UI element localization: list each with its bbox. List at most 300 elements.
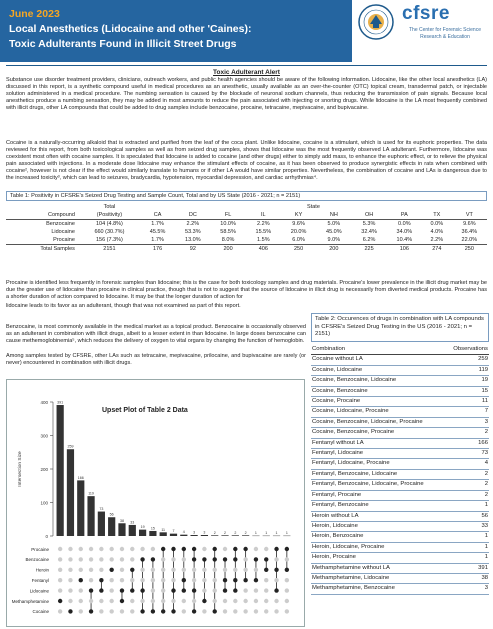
- matrix-dot: [161, 568, 165, 572]
- table2-caption: Table 2: Occurences of drugs in combination with LA compounds in CFSRE's Seized Drug Testing in the US (2016 - 2021; n = 2151): [311, 313, 489, 342]
- matrix-dot: [192, 599, 196, 603]
- table2-observations: 2: [446, 490, 489, 500]
- table1: [6, 203, 487, 253]
- matrix-dot: [285, 547, 289, 551]
- matrix-dot: [182, 547, 186, 551]
- matrix-dot: [58, 609, 62, 613]
- table1-cell: 58.5%: [220, 229, 236, 235]
- bar: [191, 535, 198, 536]
- matrix-dot: [254, 578, 258, 582]
- table2-combination: Cocaine, Benzocaine, Lidocaine, Procaine: [311, 417, 446, 427]
- matrix-dot: [120, 557, 124, 561]
- matrix-dot: [243, 588, 247, 592]
- table1-group-total: Total: [103, 204, 116, 210]
- table1-cell-total: 104 (4.8%): [95, 221, 123, 227]
- matrix-dot: [223, 568, 227, 572]
- matrix-dot: [140, 557, 144, 561]
- table1-cell: 0.0%: [398, 221, 411, 227]
- table1-cell: 4.0%: [430, 229, 444, 235]
- table2-row: [311, 563, 489, 573]
- table1-col-positivity: (Positivity): [79, 211, 140, 220]
- bar-value-label: 3: [193, 530, 196, 535]
- table1-cell: 9.6%: [292, 221, 305, 227]
- matrix-dot: [223, 547, 227, 551]
- bar-value-label: 3: [203, 530, 206, 535]
- table2-row: [311, 511, 489, 521]
- table2-observations: 2: [446, 428, 489, 438]
- matrix-dot: [140, 609, 144, 613]
- matrix-dot: [223, 578, 227, 582]
- table1-cell: 2.2%: [257, 221, 270, 227]
- matrix-dot: [264, 588, 268, 592]
- table2-combination: Cocaine, Benzocaine, Lidocaine: [311, 376, 446, 386]
- bar: [57, 405, 64, 536]
- table1-col-state: CA: [140, 211, 175, 220]
- table1-cell: 1.5%: [257, 237, 270, 243]
- matrix-dot: [254, 557, 258, 561]
- matrix-dot: [120, 588, 124, 592]
- matrix-dot: [264, 609, 268, 613]
- table2-row: [311, 469, 489, 479]
- table1-col-state: VT: [452, 211, 487, 220]
- benzocaine-paragraph: Benzocaine, is most commonly available in the medical market as a topical product. Benzocaine is occasionally observed as an adulterant in combination with illicit drugs, albeit to a lesser extent in than lidocaine. In large doses benzocaine can cause methemoglobinemia⁵, which reduces the delivery of oxygen to vital organs by changing the function of hemoglobin.: [6, 324, 306, 345]
- bar: [221, 535, 228, 536]
- table2-combination: Cocaine, Lidocaine, Procaine: [311, 407, 446, 417]
- matrix-dot: [151, 588, 155, 592]
- set-label: Fentanyl: [31, 578, 49, 583]
- table1-cell: 10.4%: [396, 237, 413, 243]
- matrix-dot: [213, 568, 217, 572]
- bar-value-label: 2: [224, 530, 227, 535]
- y-tick-label: 300: [40, 433, 48, 439]
- matrix-dot: [120, 568, 124, 572]
- table2-combination: Cocaine, Procaine: [311, 397, 446, 407]
- set-label: Benzocaine: [25, 557, 49, 563]
- matrix-dot: [79, 578, 83, 582]
- matrix-dot: [140, 588, 144, 592]
- table2-combination: Heroin, Lidocaine: [311, 521, 446, 531]
- matrix-dot: [89, 609, 93, 613]
- matrix-dot: [182, 568, 186, 572]
- table1-row-label: Lidocaine: [51, 229, 75, 235]
- y-tick-label: 0: [45, 534, 48, 539]
- table2-observations: 4: [446, 459, 489, 469]
- table2-row: [311, 397, 489, 407]
- table2-combination: Fentanyl, Benzocaine: [311, 501, 446, 511]
- table1-cell: 9.0%: [327, 237, 341, 243]
- table2-combination: Fentanyl, Benzocaine, Lidocaine: [311, 469, 446, 479]
- matrix-dot: [130, 578, 134, 582]
- matrix-dot: [161, 578, 165, 582]
- table1-cell: 6.0%: [292, 237, 305, 243]
- bar-value-label: 1: [254, 531, 257, 536]
- table1-cell: 200: [210, 245, 245, 254]
- table2-combination: Fentanyl, Procaine: [311, 490, 446, 500]
- table1-cell: 274: [422, 245, 452, 254]
- table1-totals-row: [6, 245, 487, 254]
- matrix-dot: [213, 578, 217, 582]
- bar: [211, 535, 218, 536]
- table2-row: [311, 459, 489, 469]
- bar-value-label: 7: [172, 529, 175, 534]
- table1-cell: 10.0%: [220, 221, 236, 227]
- table2-observations: 391: [446, 563, 489, 573]
- table1-cell: 1.7%: [151, 237, 164, 243]
- matrix-dot: [233, 557, 237, 561]
- matrix-dot: [171, 547, 175, 551]
- matrix-dot: [79, 568, 83, 572]
- matrix-dot: [192, 568, 196, 572]
- matrix-dot: [274, 547, 278, 551]
- table2-observations: 2: [446, 469, 489, 479]
- matrix-dot: [202, 557, 206, 561]
- table2-col-observations: Observations: [446, 345, 489, 355]
- matrix-dot: [79, 547, 83, 551]
- table1-row-label: Total Samples: [6, 245, 79, 254]
- table2-observations: 33: [446, 521, 489, 531]
- matrix-dot: [264, 547, 268, 551]
- table1-cell: 45.5%: [149, 229, 166, 235]
- table2-row: [311, 542, 489, 552]
- bar-value-label: 391: [57, 400, 64, 405]
- matrix-dot: [68, 599, 72, 603]
- matrix-dot: [151, 609, 155, 613]
- matrix-dot: [109, 609, 113, 613]
- bar-value-label: 56: [109, 512, 114, 517]
- matrix-dot: [109, 578, 113, 582]
- table1-cell: 225: [351, 245, 386, 254]
- table2-observations: 73: [446, 449, 489, 459]
- empty-cell: [6, 203, 79, 211]
- matrix-dot: [171, 588, 175, 592]
- matrix-dot: [130, 547, 134, 551]
- bar-value-label: 1: [285, 531, 288, 536]
- matrix-dot: [254, 588, 258, 592]
- bar: [139, 530, 146, 536]
- table1-col-state: FL: [210, 211, 245, 220]
- table1-cell: 106: [387, 245, 422, 254]
- matrix-dot: [58, 588, 62, 592]
- matrix-dot: [192, 609, 196, 613]
- matrix-dot: [274, 609, 278, 613]
- org-subtitle: The Center for Forensic Science Research & Education: [409, 27, 481, 40]
- table1-row: [6, 236, 487, 245]
- table1-cell: 5.3%: [362, 221, 376, 227]
- bar-value-label: 2: [234, 530, 237, 535]
- matrix-dot: [254, 609, 258, 613]
- bar-value-label: 166: [77, 475, 84, 480]
- set-label: Heroin: [35, 567, 49, 573]
- table1-row-label: Procaine: [53, 237, 75, 243]
- matrix-dot: [151, 568, 155, 572]
- table1-cell: 1.7%: [151, 221, 164, 227]
- table2-observations: 3: [446, 417, 489, 427]
- matrix-dot: [213, 588, 217, 592]
- set-label: Methamphetamine: [11, 598, 49, 604]
- table2-observations: 3: [446, 584, 489, 594]
- bar-value-label: 2: [244, 530, 247, 535]
- matrix-dot: [171, 599, 175, 603]
- bar-value-label: 73: [99, 507, 104, 512]
- table2-combination: Fentanyl, Lidocaine: [311, 449, 446, 459]
- matrix-dot: [120, 599, 124, 603]
- upset-plot: [6, 379, 305, 627]
- bar-value-label: 38: [119, 518, 124, 523]
- y-tick-label: 100: [40, 500, 48, 506]
- table2-combination: Methamphetamine without LA: [311, 563, 446, 573]
- matrix-dot: [58, 557, 62, 561]
- bar-value-label: 15: [150, 526, 155, 531]
- matrix-dot: [223, 588, 227, 592]
- table2: [311, 345, 489, 595]
- matrix-dot: [274, 557, 278, 561]
- matrix-dot: [233, 568, 237, 572]
- bar: [201, 535, 208, 536]
- matrix-dot: [58, 578, 62, 582]
- table1-row: [6, 220, 487, 229]
- table1-col-state: PA: [387, 211, 422, 220]
- table1-group-state: State: [307, 204, 320, 210]
- matrix-dot: [89, 599, 93, 603]
- matrix-dot: [285, 588, 289, 592]
- bar-value-label: 1: [275, 531, 278, 536]
- matrix-dot: [99, 609, 103, 613]
- table2-col-combination: Combination: [311, 345, 446, 355]
- matrix-dot: [130, 557, 134, 561]
- table2-row: [311, 553, 489, 563]
- table2-combination: Heroin, Procaine: [311, 553, 446, 563]
- matrix-dot: [243, 578, 247, 582]
- matrix-dot: [68, 578, 72, 582]
- matrix-dot: [202, 599, 206, 603]
- table2-combination: Cocaine, Lidocaine: [311, 365, 446, 375]
- table1-cell: 53.3%: [185, 229, 201, 235]
- table2-observations: 19: [446, 376, 489, 386]
- matrix-dot: [243, 609, 247, 613]
- table2-row: [311, 438, 489, 448]
- matrix-dot: [171, 609, 175, 613]
- matrix-dot: [89, 578, 93, 582]
- matrix-dot: [213, 599, 217, 603]
- matrix-dot: [140, 578, 144, 582]
- table2-combination: Heroin without LA: [311, 511, 446, 521]
- matrix-dot: [223, 557, 227, 561]
- matrix-dot: [58, 547, 62, 551]
- y-tick-label: 200: [40, 467, 48, 472]
- table1-row: [6, 228, 487, 236]
- table2-combination: Methamphetamine, Benzocaine: [311, 584, 446, 594]
- matrix-dot: [285, 568, 289, 572]
- table1-cell-total: 156 (7.3%): [95, 237, 123, 243]
- matrix-dot: [151, 557, 155, 561]
- matrix-dot: [79, 557, 83, 561]
- table1-col-state: NH: [316, 211, 351, 220]
- table1-cell: 36.4%: [461, 229, 478, 235]
- matrix-dot: [68, 547, 72, 551]
- table2-row: [311, 355, 489, 365]
- matrix-dot: [285, 609, 289, 613]
- matrix-dot: [202, 588, 206, 592]
- matrix-dot: [151, 578, 155, 582]
- matrix-dot: [161, 609, 165, 613]
- bar: [108, 517, 115, 536]
- table1-col-state: OH: [351, 211, 386, 220]
- matrix-dot: [161, 547, 165, 551]
- table1-cell: 6.2%: [362, 237, 376, 243]
- table1-cell: 2.2%: [186, 221, 200, 227]
- matrix-dot: [285, 578, 289, 582]
- bar-value-label: 1: [265, 531, 268, 536]
- bar: [242, 535, 249, 536]
- upset-plot-svg: [7, 380, 306, 628]
- matrix-dot: [213, 609, 217, 613]
- header-divider: [6, 65, 487, 66]
- bar: [129, 525, 136, 536]
- matrix-dot: [130, 599, 134, 603]
- table1-cell-total: 2151: [79, 245, 140, 254]
- matrix-dot: [99, 599, 103, 603]
- table2-observations: 38: [446, 573, 489, 583]
- table2-row: [311, 584, 489, 594]
- matrix-dot: [79, 599, 83, 603]
- report-title-line1: Local Anesthetics (Lidocaine and other 'Caines):: [9, 23, 252, 35]
- bar-value-label: 259: [67, 444, 74, 449]
- matrix-dot: [58, 568, 62, 572]
- y-axis-label: Intersection Size: [18, 451, 23, 487]
- matrix-dot: [99, 568, 103, 572]
- matrix-dot: [243, 568, 247, 572]
- table1-cell: 15.5%: [255, 229, 272, 235]
- matrix-dot: [285, 599, 289, 603]
- y-tick-label: 400: [40, 400, 48, 405]
- matrix-dot: [202, 568, 206, 572]
- cocaine-paragraph: Cocaine is a naturally-occurring alkaloid that is extracted and purified from the leaf of the coca plant. Unlike lidocaine, cocaine is a stimulant, which is used for its euphoric properties. The data reviewed for this report, from both toxicological samples as well as from seized drug samples, shows that lidocaine was the most frequently observed LA adulterant. Furthermore, lidocaine was coexistent most often with cocaine samples. It is speculated that lidocaine is added to cocaine (and other drugs) either to simply add mass, to enhance the euphoric effect, or to relieve the physical pain associated with injections. In a moderate dose lidocaine may enhance the stimulant effects of cocaine, as it has been observed to produce synergistic effects in rats when combined with cocaine², however is not clear if the effect would similarly translate to humans or if other LA would have similar properties. Nevertheless, the combination of cocaine and LAs is dangerous due to the increased toxicity³, which can lead to seizures, bradycardia, hypotension, myocardial depression, and cardiac arrhythmias⁴.: [6, 140, 487, 182]
- matrix-dot: [243, 547, 247, 551]
- matrix-dot: [130, 609, 134, 613]
- matrix-dot: [151, 547, 155, 551]
- matrix-dot: [223, 609, 227, 613]
- table1-row-label: Benzocaine: [46, 221, 75, 227]
- table1-cell: 0.0%: [430, 221, 444, 227]
- table1-cell: 22.0%: [461, 237, 478, 243]
- matrix-dot: [192, 588, 196, 592]
- matrix-dot: [264, 599, 268, 603]
- procaine-paragraph-cont: lidocaine leads to its favor as an adulterant, though that was not examined as part of this report.: [6, 303, 241, 309]
- matrix-dot: [202, 609, 206, 613]
- matrix-dot: [161, 599, 165, 603]
- table2-row: [311, 501, 489, 511]
- table1-cell: 9.6%: [463, 221, 476, 227]
- table1-cell: 45.0%: [326, 229, 342, 235]
- matrix-dot: [254, 568, 258, 572]
- table1-cell: 406: [246, 245, 281, 254]
- matrix-dot: [171, 568, 175, 572]
- procaine-paragraph: Procaine is identified less frequently in forensic samples than lidocaine; this is the case for both toxicology samples and drug materials. Procaine's lower prevalence in the illicit drug market may be due the greater use of lidocaine than procaine in clinical practice, though that is not to suggest that the source of lidocaine in illicit drug is necessarily from diverted medical products. Procaine has a shorter duration of action compared to lidocaine. It may be that the longer duration of action for: [6, 280, 487, 301]
- matrix-dot: [182, 599, 186, 603]
- report-date: June 2023: [9, 8, 60, 20]
- matrix-dot: [89, 557, 93, 561]
- table2-row: [311, 386, 489, 396]
- table2-row: [311, 407, 489, 417]
- bar: [232, 535, 239, 536]
- matrix-dot: [285, 557, 289, 561]
- table2-observations: 259: [446, 355, 489, 365]
- table2-combination: Heroin, Benzocaine: [311, 532, 446, 542]
- table1-col-state: DC: [175, 211, 210, 220]
- table2-row: [311, 365, 489, 375]
- matrix-dot: [58, 599, 62, 603]
- table1-cell: 200: [316, 245, 351, 254]
- matrix-dot: [264, 568, 268, 572]
- matrix-dot: [109, 557, 113, 561]
- table2-observations: 11: [446, 397, 489, 407]
- table2-observations: 1: [446, 553, 489, 563]
- matrix-dot: [140, 547, 144, 551]
- matrix-dot: [79, 588, 83, 592]
- table2-observations: 166: [446, 438, 489, 448]
- bar: [77, 480, 84, 536]
- table1-cell: 20.0%: [290, 229, 307, 235]
- table2-observations: 1: [446, 501, 489, 511]
- intro-paragraph: Substance use disorder treatment providers, clinicians, outreach workers, and public health agencies should be aware of the following information. Lidocaine, like the other local anesthetics (LA) discussed in this report, is a synthetic compound useful in medical procedures as an anesthetic, usually available as an over-the-counter (OTC) topical cream, transdermal patch, or injectable solution administered in a medical procedure. The numbing sensation is caused by the blockade of neuronal sodium channels, thus reducing the transmission of pain signals. Because local anesthetics produce a numbing sensation, they may be added in most amounts to reduce the pain associated with injecting or snorting drugs. While lidocaine is the LA most frequently combined with illicit drugs, other LA compounds that could be added to drug samples include benzocaine, procaine, tetracaine, mepivacaine, and bupivacaine.: [6, 77, 487, 112]
- bar-value-label: 19: [140, 525, 145, 530]
- matrix-dot: [182, 609, 186, 613]
- table1-cell: 2.2%: [430, 237, 444, 243]
- table1-cell: 8.0%: [221, 237, 235, 243]
- table1-cell: 34.0%: [396, 229, 413, 235]
- matrix-dot: [109, 599, 113, 603]
- matrix-dot: [109, 588, 113, 592]
- matrix-dot: [109, 547, 113, 551]
- bar: [118, 523, 125, 536]
- table1-cell: 176: [140, 245, 175, 254]
- table2-combination: Fentanyl, Benzocaine, Lidocaine, Procaine: [311, 480, 446, 490]
- matrix-dot: [89, 588, 93, 592]
- matrix-dot: [99, 588, 103, 592]
- matrix-dot: [243, 557, 247, 561]
- bar: [67, 449, 74, 536]
- bar-value-label: 119: [88, 491, 94, 496]
- matrix-dot: [120, 578, 124, 582]
- bar: [160, 532, 167, 536]
- set-label: Procaine: [31, 546, 49, 552]
- table1-cell: 92: [175, 245, 210, 254]
- table2-combination: Cocaine, Benzocaine: [311, 386, 446, 396]
- matrix-dot: [68, 609, 72, 613]
- matrix-dot: [264, 557, 268, 561]
- matrix-dot: [68, 568, 72, 572]
- matrix-dot: [243, 599, 247, 603]
- matrix-dot: [68, 588, 72, 592]
- matrix-dot: [233, 609, 237, 613]
- table1-cell: 5.0%: [327, 221, 341, 227]
- cfsre-seal-icon: [358, 4, 394, 40]
- matrix-dot: [202, 547, 206, 551]
- matrix-dot: [274, 599, 278, 603]
- table2-row: [311, 532, 489, 542]
- table1-col-state: IL: [246, 211, 281, 220]
- table2-combination: Heroin, Lidocaine, Procaine: [311, 542, 446, 552]
- matrix-dot: [192, 557, 196, 561]
- matrix-dot: [171, 578, 175, 582]
- matrix-dot: [182, 557, 186, 561]
- table1-cell-total: 660 (30.7%): [94, 229, 125, 235]
- table2-observations: 1: [446, 542, 489, 552]
- set-label: Cocaine: [32, 609, 49, 615]
- matrix-dot: [109, 568, 113, 572]
- table2-row: [311, 573, 489, 583]
- matrix-dot: [182, 588, 186, 592]
